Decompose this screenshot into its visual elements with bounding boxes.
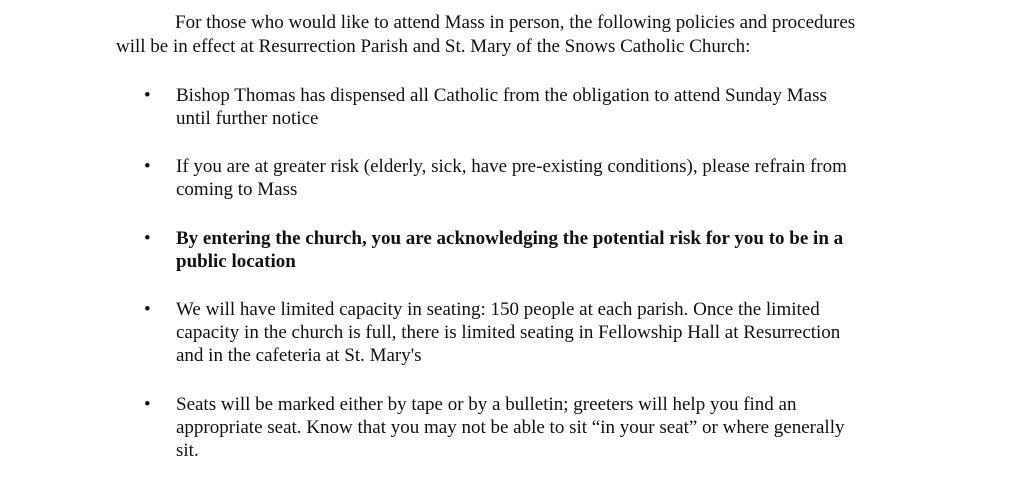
list-item-line: until further notice bbox=[176, 108, 319, 129]
intro-paragraph bbox=[116, 11, 916, 59]
list-item-line: appropriate seat. Know that you may not be able to sit “in your seat” or where generally bbox=[176, 417, 845, 438]
list-item-text bbox=[176, 298, 906, 367]
list-item-text bbox=[176, 84, 906, 130]
list-item-line: If you are at greater risk (elderly, sick, have pre-existing conditions), please refrain from bbox=[176, 156, 847, 177]
list-item-line: public location bbox=[176, 251, 296, 272]
list-item-line: We will have limited capacity in seating: 150 people at each parish. Once the limited bbox=[176, 299, 820, 320]
list-item-text bbox=[176, 393, 906, 462]
intro-line: will be in effect at Resurrection Parish and St. Mary of the Snows Catholic Church: bbox=[116, 36, 751, 57]
list-item-line: coming to Mass bbox=[176, 179, 298, 200]
bullet-icon: • bbox=[144, 85, 151, 106]
intro-line: For those who would like to attend Mass in person, the following policies and procedures bbox=[175, 12, 856, 33]
bullet-icon: • bbox=[144, 394, 151, 415]
list-item-line: Seats will be marked either by tape or by a bulletin; greeters will help you find an bbox=[176, 394, 797, 415]
list-item-line: sit. bbox=[176, 440, 199, 461]
list-item-text-bold bbox=[176, 227, 906, 273]
list-item-line: Bishop Thomas has dispensed all Catholic from the obligation to attend Sunday Mass bbox=[176, 85, 827, 106]
bullet-icon: • bbox=[144, 156, 151, 177]
list-item-line: By entering the church, you are acknowledging the potential risk for you to be in a bbox=[176, 228, 844, 249]
list-item-line: capacity in the church is full, there is limited seating in Fellowship Hall at Resurrection bbox=[176, 322, 841, 343]
list-item-text bbox=[176, 155, 906, 201]
list-item-line: and in the cafeteria at St. Mary's bbox=[176, 345, 422, 366]
bullet-icon: • bbox=[144, 299, 151, 320]
bullet-icon: • bbox=[144, 228, 151, 249]
